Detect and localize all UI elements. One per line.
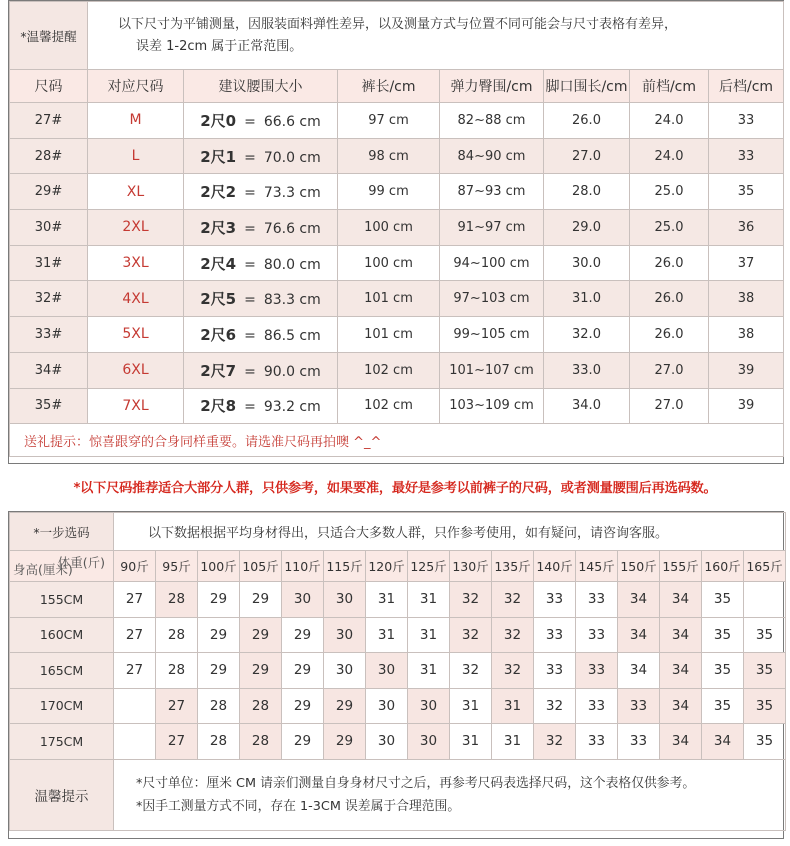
waist-cm: 83.3 cm — [263, 292, 321, 309]
hem-cell: 26.0 — [544, 103, 630, 139]
back-rise-cell: 38 — [709, 281, 784, 317]
hem-cell: 27.0 — [544, 138, 630, 174]
hem-cell: 29.0 — [544, 210, 630, 246]
size-value-cell: 27 — [156, 724, 198, 760]
front-rise-cell: 25.0 — [630, 210, 709, 246]
size-cell: 35# — [10, 388, 88, 424]
size-value-cell: 29 — [240, 617, 282, 653]
size-value-cell: 30 — [366, 653, 408, 689]
weight-header-cell: 160斤 — [702, 551, 744, 582]
size-value-cell: 31 — [366, 582, 408, 618]
height-row — [10, 582, 786, 618]
height-label-cell: 155CM — [10, 582, 114, 618]
header-cell: 建议腰围大小 — [184, 70, 338, 103]
size-value-cell: 29 — [198, 582, 240, 618]
size-row — [10, 317, 784, 353]
size-row — [10, 352, 784, 388]
size-cell: 31# — [10, 245, 88, 281]
waist-chi: 2尺6 — [200, 325, 237, 344]
hem-cell: 28.0 — [544, 174, 630, 210]
size-label-cell: 3XL — [88, 245, 184, 281]
size-cell: 34# — [10, 352, 88, 388]
hem-cell: 30.0 — [544, 245, 630, 281]
size-row — [10, 388, 784, 424]
back-rise-cell: 39 — [709, 352, 784, 388]
size-value-cell — [114, 724, 156, 760]
size-label-cell: 6XL — [88, 352, 184, 388]
back-rise-cell: 38 — [709, 317, 784, 353]
size-value-cell: 32 — [450, 617, 492, 653]
waist-cell — [184, 138, 338, 174]
step-text: 以下数据根据平均身材得出，只适合大多数人群，只作参考使用，如有疑问，请咨询客服。 — [114, 513, 786, 551]
length-cell: 99 cm — [338, 174, 440, 210]
size-cell: 27# — [10, 103, 88, 139]
step-label: *一步选码 — [10, 513, 114, 551]
hip-cell: 99~105 cm — [440, 317, 544, 353]
size-value-cell: 34 — [618, 617, 660, 653]
size-row — [10, 210, 784, 246]
size-row — [10, 174, 784, 210]
foot-text — [114, 759, 786, 830]
size-value-cell: 29 — [282, 724, 324, 760]
length-cell: 101 cm — [338, 317, 440, 353]
waist-eq: = — [244, 363, 256, 380]
size-value-cell: 34 — [660, 688, 702, 724]
size-value-cell: 28 — [198, 688, 240, 724]
size-label-cell: 7XL — [88, 388, 184, 424]
waist-cell — [184, 281, 338, 317]
size-value-cell: 31 — [450, 724, 492, 760]
size-value-cell: 31 — [408, 582, 450, 618]
waist-cell — [184, 317, 338, 353]
waist-eq: = — [244, 256, 256, 273]
size-value-cell: 30 — [408, 724, 450, 760]
gift-note: 送礼提示：惊喜跟穿的合身同样重要。请选准尺码再拍噢 ^_^ — [10, 424, 784, 457]
hem-cell: 31.0 — [544, 281, 630, 317]
header-cell: 裤长/cm — [338, 70, 440, 103]
size-value-cell: 35 — [702, 582, 744, 618]
size-row — [10, 103, 784, 139]
size-value-cell: 29 — [240, 653, 282, 689]
size-value-cell: 28 — [156, 582, 198, 618]
size-value-cell: 29 — [324, 688, 366, 724]
size-label-cell: 5XL — [88, 317, 184, 353]
size-value-cell: 32 — [492, 582, 534, 618]
hip-cell: 82~88 cm — [440, 103, 544, 139]
height-label-cell: 175CM — [10, 724, 114, 760]
length-cell: 100 cm — [338, 210, 440, 246]
size-value-cell: 35 — [702, 653, 744, 689]
notice-text — [88, 2, 784, 70]
weight-header-cell: 120斤 — [366, 551, 408, 582]
waist-eq: = — [244, 399, 256, 416]
corner-weight-label: 体重(斤) — [57, 555, 105, 570]
size-value-cell: 27 — [114, 617, 156, 653]
waist-cm: 80.0 cm — [263, 256, 321, 273]
length-cell: 102 cm — [338, 388, 440, 424]
waist-chi: 2尺3 — [200, 218, 237, 237]
length-cell: 97 cm — [338, 103, 440, 139]
size-value-cell: 33 — [534, 582, 576, 618]
size-value-cell: 33 — [618, 724, 660, 760]
front-rise-cell: 26.0 — [630, 317, 709, 353]
waist-chi: 2尺7 — [200, 361, 237, 380]
size-value-cell: 34 — [618, 582, 660, 618]
size-value-cell: 28 — [240, 688, 282, 724]
header-cell: 后档/cm — [709, 70, 784, 103]
weight-header-cell: 150斤 — [618, 551, 660, 582]
size-value-cell: 33 — [576, 582, 618, 618]
front-rise-cell: 26.0 — [630, 245, 709, 281]
front-rise-cell: 24.0 — [630, 138, 709, 174]
header-cell: 前档/cm — [630, 70, 709, 103]
waist-eq: = — [244, 113, 256, 130]
weight-header-cell: 115斤 — [324, 551, 366, 582]
size-header-row — [10, 70, 784, 103]
weight-header-cell: 165斤 — [744, 551, 786, 582]
weight-header-cell: 90斤 — [114, 551, 156, 582]
size-value-cell: 30 — [282, 582, 324, 618]
size-label-cell: XL — [88, 174, 184, 210]
weight-header-cell: 110斤 — [282, 551, 324, 582]
length-cell: 98 cm — [338, 138, 440, 174]
size-value-cell: 34 — [660, 582, 702, 618]
back-rise-cell: 33 — [709, 138, 784, 174]
size-value-cell: 34 — [702, 724, 744, 760]
hip-cell: 103~109 cm — [440, 388, 544, 424]
waist-cell — [184, 388, 338, 424]
size-value-cell: 33 — [576, 724, 618, 760]
size-cell: 32# — [10, 281, 88, 317]
foot-line-2: *因手工测量方式不同，存在 1-3CM 误差属于合理范围。 — [136, 798, 461, 814]
hip-cell: 84~90 cm — [440, 138, 544, 174]
size-value-cell: 35 — [702, 688, 744, 724]
size-value-cell: 30 — [366, 688, 408, 724]
size-value-cell: 33 — [534, 617, 576, 653]
size-value-cell: 31 — [366, 617, 408, 653]
foot-line-1: *尺寸单位：厘米 CM 请亲们测量自身身材尺寸之后，再参考尺码表选择尺码，这个表格仅供参考。 — [136, 775, 696, 791]
waist-eq: = — [244, 220, 256, 237]
size-value-cell — [114, 688, 156, 724]
waist-eq: = — [244, 327, 256, 344]
size-cell: 29# — [10, 174, 88, 210]
header-cell: 对应尺码 — [88, 70, 184, 103]
size-value-cell: 35 — [744, 653, 786, 689]
size-value-cell: 29 — [240, 582, 282, 618]
size-cell: 28# — [10, 138, 88, 174]
size-value-cell: 28 — [156, 653, 198, 689]
hip-cell: 97~103 cm — [440, 281, 544, 317]
size-value-cell: 32 — [534, 688, 576, 724]
waist-cm: 76.6 cm — [263, 220, 321, 237]
front-rise-cell: 26.0 — [630, 281, 709, 317]
size-value-cell: 30 — [366, 724, 408, 760]
weight-header-cell: 135斤 — [492, 551, 534, 582]
size-value-cell: 31 — [408, 653, 450, 689]
waist-chi: 2尺0 — [200, 111, 237, 130]
hem-cell: 33.0 — [544, 352, 630, 388]
recommendation-note: *以下尺码推荐适合大部分人群，只供参考，如果要准，最好是参考以前裤子的尺码，或者测量腰围后再选码数。 — [73, 481, 717, 496]
size-value-cell: 32 — [534, 724, 576, 760]
size-value-cell: 27 — [114, 582, 156, 618]
size-value-cell: 35 — [744, 724, 786, 760]
height-row — [10, 653, 786, 689]
size-value-cell: 29 — [282, 653, 324, 689]
size-row — [10, 138, 784, 174]
size-value-cell: 34 — [660, 724, 702, 760]
height-label-cell: 165CM — [10, 653, 114, 689]
weight-header-cell: 100斤 — [198, 551, 240, 582]
size-value-cell: 33 — [618, 688, 660, 724]
hip-cell: 91~97 cm — [440, 210, 544, 246]
size-value-cell: 30 — [324, 617, 366, 653]
weight-header-cell: 145斤 — [576, 551, 618, 582]
size-label-cell: 2XL — [88, 210, 184, 246]
size-value-cell: 35 — [702, 617, 744, 653]
size-cell: 33# — [10, 317, 88, 353]
hem-cell: 32.0 — [544, 317, 630, 353]
size-value-cell: 28 — [198, 724, 240, 760]
waist-chi: 2尺5 — [200, 290, 237, 309]
size-value-cell: 32 — [492, 617, 534, 653]
height-label-cell: 170CM — [10, 688, 114, 724]
size-value-cell: 33 — [576, 653, 618, 689]
length-cell: 102 cm — [338, 352, 440, 388]
size-value-cell: 31 — [408, 617, 450, 653]
notice-line-1: 以下尺寸为平铺测量，因服装面料弹性差异，以及测量方式与位置不同可能会与尺寸表格有差异， — [118, 16, 678, 32]
size-value-cell: 32 — [492, 653, 534, 689]
back-rise-cell: 37 — [709, 245, 784, 281]
size-value-cell: 27 — [156, 688, 198, 724]
back-rise-cell: 36 — [709, 210, 784, 246]
waist-eq: = — [244, 185, 256, 202]
size-value-cell: 32 — [450, 582, 492, 618]
size-value-cell: 31 — [450, 688, 492, 724]
header-cell: 弹力臀围/cm — [440, 70, 544, 103]
waist-cm: 70.0 cm — [263, 149, 321, 166]
front-rise-cell: 27.0 — [630, 388, 709, 424]
weight-header-cell: 95斤 — [156, 551, 198, 582]
size-value-cell: 31 — [492, 688, 534, 724]
size-value-cell: 29 — [198, 653, 240, 689]
foot-label: 温馨提示 — [10, 759, 114, 830]
weight-header-row — [10, 551, 786, 582]
size-value-cell: 30 — [324, 653, 366, 689]
waist-chi: 2尺1 — [200, 147, 237, 166]
height-row — [10, 724, 786, 760]
weight-header-cell: 105斤 — [240, 551, 282, 582]
size-label-cell: M — [88, 103, 184, 139]
header-cell: 尺码 — [10, 70, 88, 103]
waist-eq: = — [244, 149, 256, 166]
size-row — [10, 245, 784, 281]
weight-header-cell: 155斤 — [660, 551, 702, 582]
size-value-cell: 30 — [324, 582, 366, 618]
corner-cell — [10, 551, 114, 582]
notice-label: *温馨提醒 — [10, 2, 88, 70]
waist-cell — [184, 174, 338, 210]
waist-cell — [184, 210, 338, 246]
size-value-cell: 29 — [198, 617, 240, 653]
back-rise-cell: 33 — [709, 103, 784, 139]
hip-cell: 87~93 cm — [440, 174, 544, 210]
waist-chi: 2尺4 — [200, 254, 237, 273]
hip-cell: 94~100 cm — [440, 245, 544, 281]
size-value-cell: 28 — [240, 724, 282, 760]
front-rise-cell: 24.0 — [630, 103, 709, 139]
waist-chi: 2尺2 — [200, 183, 237, 202]
size-value-cell: 35 — [744, 688, 786, 724]
hip-cell: 101~107 cm — [440, 352, 544, 388]
weight-header-cell: 140斤 — [534, 551, 576, 582]
size-value-cell — [744, 582, 786, 618]
back-rise-cell: 35 — [709, 174, 784, 210]
length-cell: 100 cm — [338, 245, 440, 281]
front-rise-cell: 27.0 — [630, 352, 709, 388]
back-rise-cell: 39 — [709, 388, 784, 424]
size-value-cell: 32 — [450, 653, 492, 689]
height-row — [10, 617, 786, 653]
waist-cm: 90.0 cm — [263, 363, 321, 380]
size-value-cell: 27 — [114, 653, 156, 689]
length-cell: 101 cm — [338, 281, 440, 317]
corner-height-label: 身高(厘米) — [13, 562, 73, 577]
size-value-cell: 35 — [744, 617, 786, 653]
waist-cm: 86.5 cm — [263, 327, 321, 344]
size-value-cell: 31 — [492, 724, 534, 760]
weight-height-table — [8, 511, 784, 839]
size-value-cell: 34 — [660, 617, 702, 653]
notice-line-2: 误差 1-2cm 属于正常范围。 — [136, 38, 303, 54]
waist-cm: 73.3 cm — [263, 185, 321, 202]
size-value-cell: 29 — [324, 724, 366, 760]
waist-eq: = — [244, 292, 256, 309]
size-value-cell: 33 — [576, 688, 618, 724]
size-value-cell: 29 — [282, 688, 324, 724]
size-value-cell: 30 — [408, 688, 450, 724]
waist-cell — [184, 245, 338, 281]
size-value-cell: 33 — [576, 617, 618, 653]
size-label-cell: L — [88, 138, 184, 174]
size-value-cell: 29 — [282, 617, 324, 653]
height-row — [10, 688, 786, 724]
front-rise-cell: 25.0 — [630, 174, 709, 210]
size-value-cell: 34 — [660, 653, 702, 689]
size-value-cell: 34 — [618, 653, 660, 689]
waist-cm: 66.6 cm — [263, 113, 321, 130]
height-label-cell: 160CM — [10, 617, 114, 653]
size-row — [10, 281, 784, 317]
size-value-cell: 33 — [534, 653, 576, 689]
waist-cm: 93.2 cm — [263, 399, 321, 416]
weight-header-cell: 125斤 — [408, 551, 450, 582]
waist-cell — [184, 103, 338, 139]
header-cell: 脚口围长/cm — [544, 70, 630, 103]
size-cell: 30# — [10, 210, 88, 246]
size-chart-table — [8, 0, 784, 464]
hem-cell: 34.0 — [544, 388, 630, 424]
size-label-cell: 4XL — [88, 281, 184, 317]
waist-cell — [184, 352, 338, 388]
weight-header-cell: 130斤 — [450, 551, 492, 582]
size-value-cell: 28 — [156, 617, 198, 653]
waist-chi: 2尺8 — [200, 397, 237, 416]
